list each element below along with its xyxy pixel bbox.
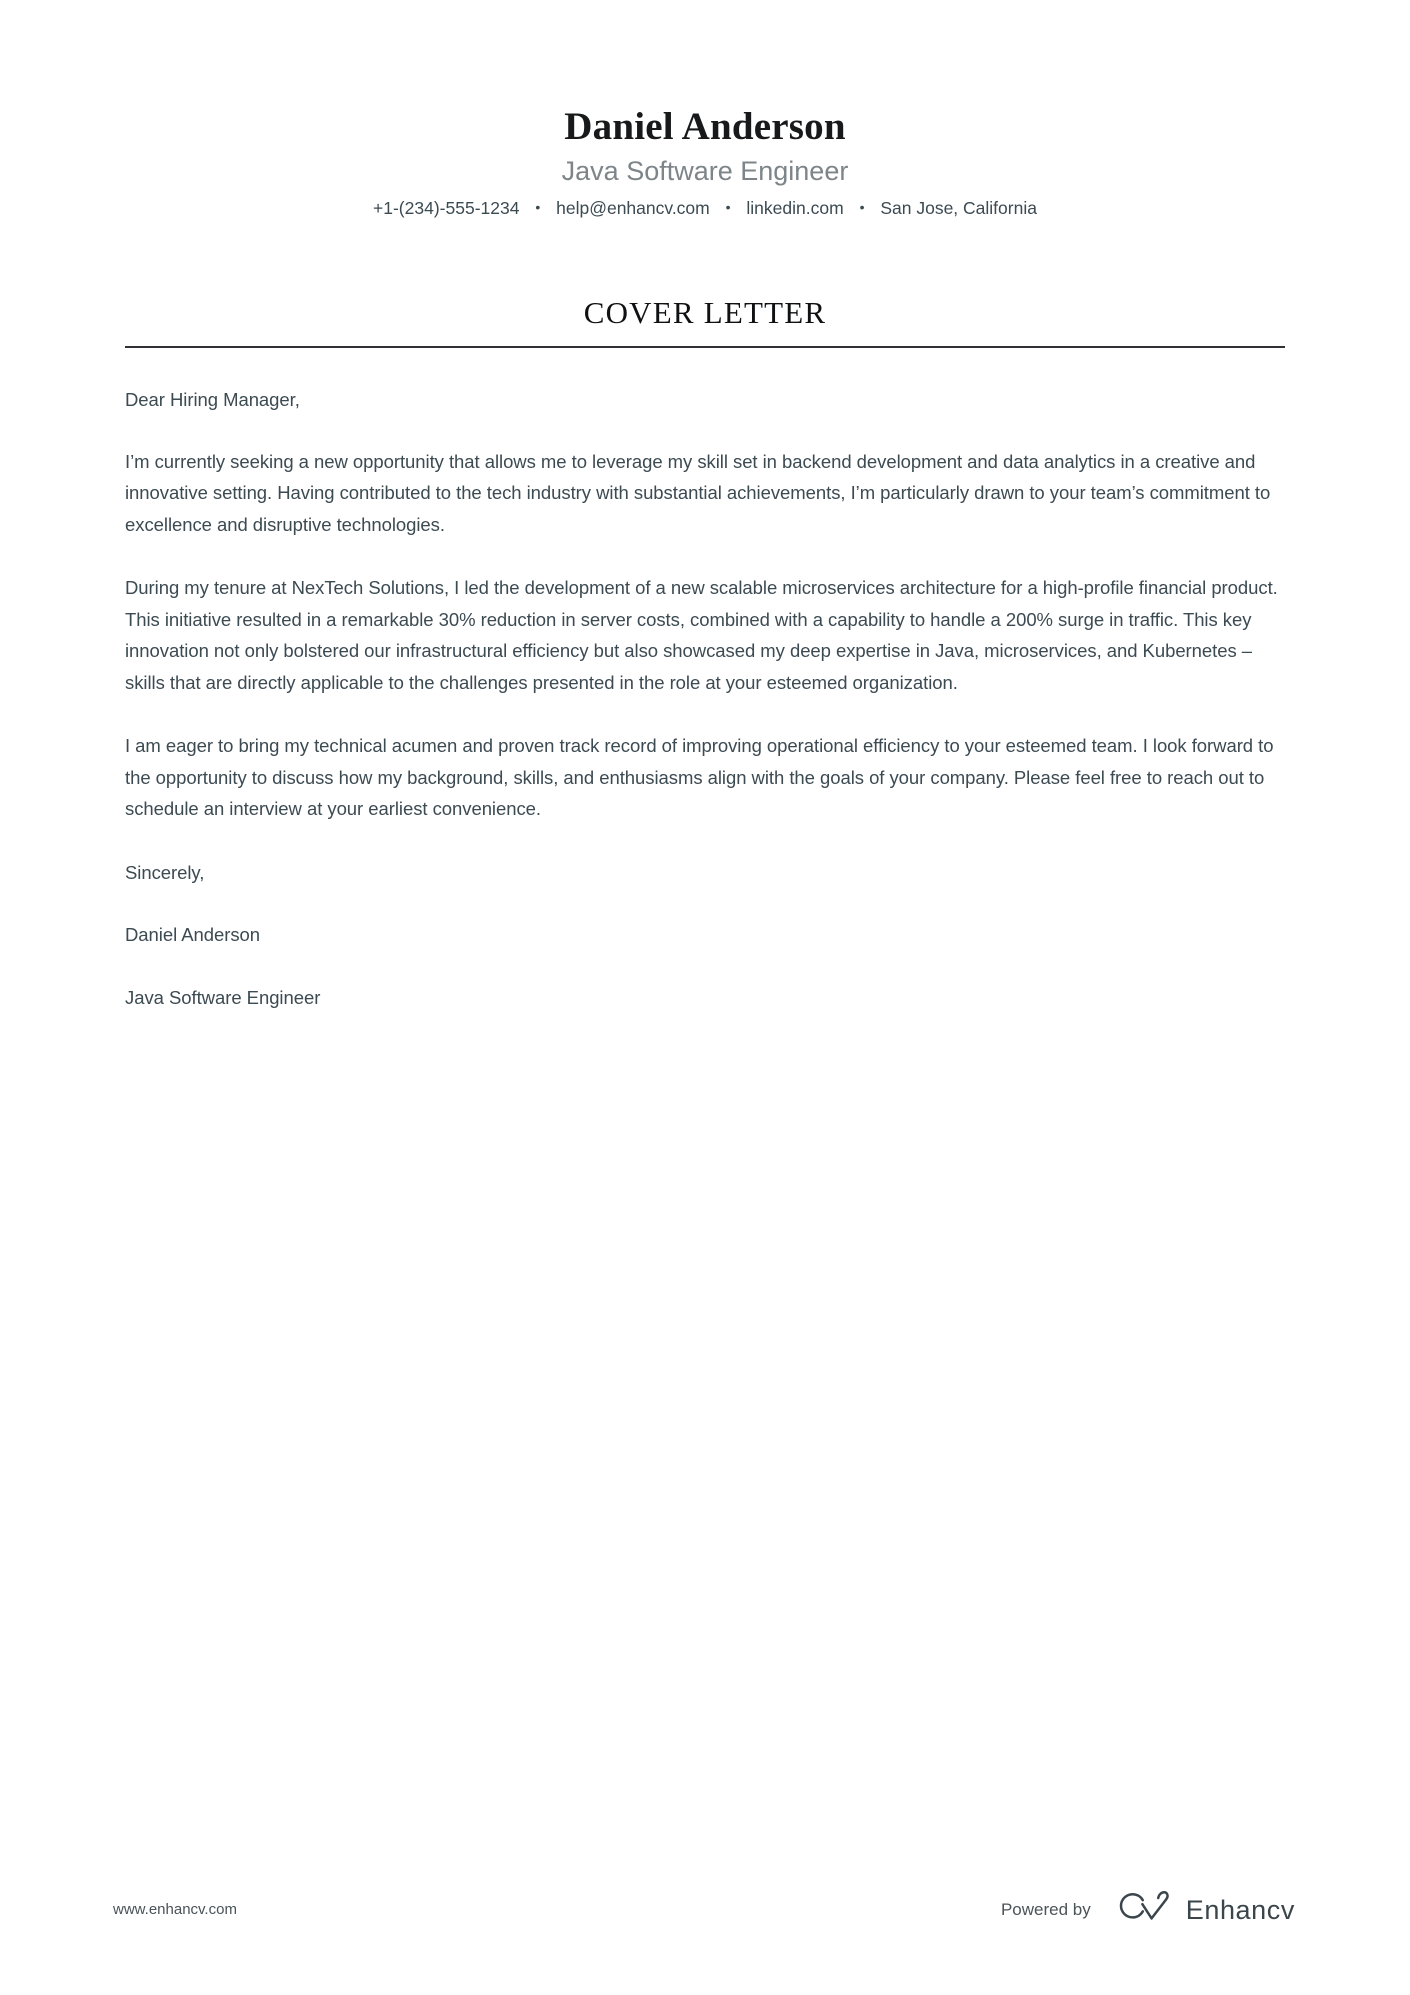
contact-location: San Jose, California bbox=[880, 198, 1037, 218]
enhancv-brand-name: Enhancv bbox=[1185, 1894, 1295, 1925]
section-divider bbox=[125, 346, 1285, 348]
contact-separator-icon: • bbox=[535, 199, 541, 216]
document-header bbox=[0, 0, 1410, 222]
letter-paragraph: During my tenure at NexTech Solutions, I led the development of a new scalable microservices architecture for a high-profile financial product. This initiative resulted in a remarkable 30% reduction in server costs, combined with a capability to handle a 200% surge in traffic. This key innovation not only bolstered our infrastructural efficiency but also showcased my deep expertise in Java, microservices, and Kubernetes – skills that are directly applicable to the challenges presented in the role at your esteemed organization. bbox=[125, 577, 1278, 693]
contact-separator-icon: • bbox=[725, 199, 731, 216]
letter-paragraph: I’m currently seeking a new opportunity that allows me to leverage my skill set in backend development and data analytics in a creative and innovative setting. Having contributed to the tech industry with substantial achievements, I’m particularly drawn to your team’s commitment to excellence and disruptive technologies. bbox=[125, 450, 1271, 535]
footer-website-url[interactable]: www.enhancv.com bbox=[113, 1900, 237, 1918]
cover-letter-body bbox=[0, 384, 1410, 1013]
contact-phone: +1-(234)-555-1234 bbox=[373, 198, 520, 218]
document-footer bbox=[0, 1890, 1410, 1929]
letter-salutation: Dear Hiring Manager, bbox=[125, 389, 300, 411]
letter-sign-off: Sincerely, bbox=[125, 861, 205, 883]
letter-paragraph: I am eager to bring my technical acumen and proven track record of improving operational efficiency to your esteemed team. I look forward to the opportunity to discuss how my background, skills, and enthusiasms align with the goals of your company. Please feel free to reach out to schedule an interview at your earliest convenience. bbox=[125, 735, 1274, 820]
enhancv-logo bbox=[1117, 1890, 1295, 1929]
powered-by-label: Powered by bbox=[1000, 1899, 1091, 1919]
section-title: COVER LETTER bbox=[583, 295, 827, 331]
enhancv-cv-monogram-icon bbox=[1117, 1890, 1173, 1929]
letter-signature-role: Java Software Engineer bbox=[125, 986, 321, 1008]
footer-brand-block bbox=[1001, 1890, 1295, 1929]
candidate-full-name: Daniel Anderson bbox=[564, 105, 846, 148]
cover-letter-section-header bbox=[0, 294, 1410, 348]
contact-website[interactable]: linkedin.com bbox=[746, 198, 844, 218]
contact-details-line bbox=[0, 195, 1410, 222]
candidate-job-title: Java Software Engineer bbox=[561, 156, 849, 186]
contact-separator-icon: • bbox=[859, 199, 865, 216]
contact-email[interactable]: help@enhancv.com bbox=[556, 198, 710, 218]
letter-signature-name: Daniel Anderson bbox=[125, 924, 261, 946]
